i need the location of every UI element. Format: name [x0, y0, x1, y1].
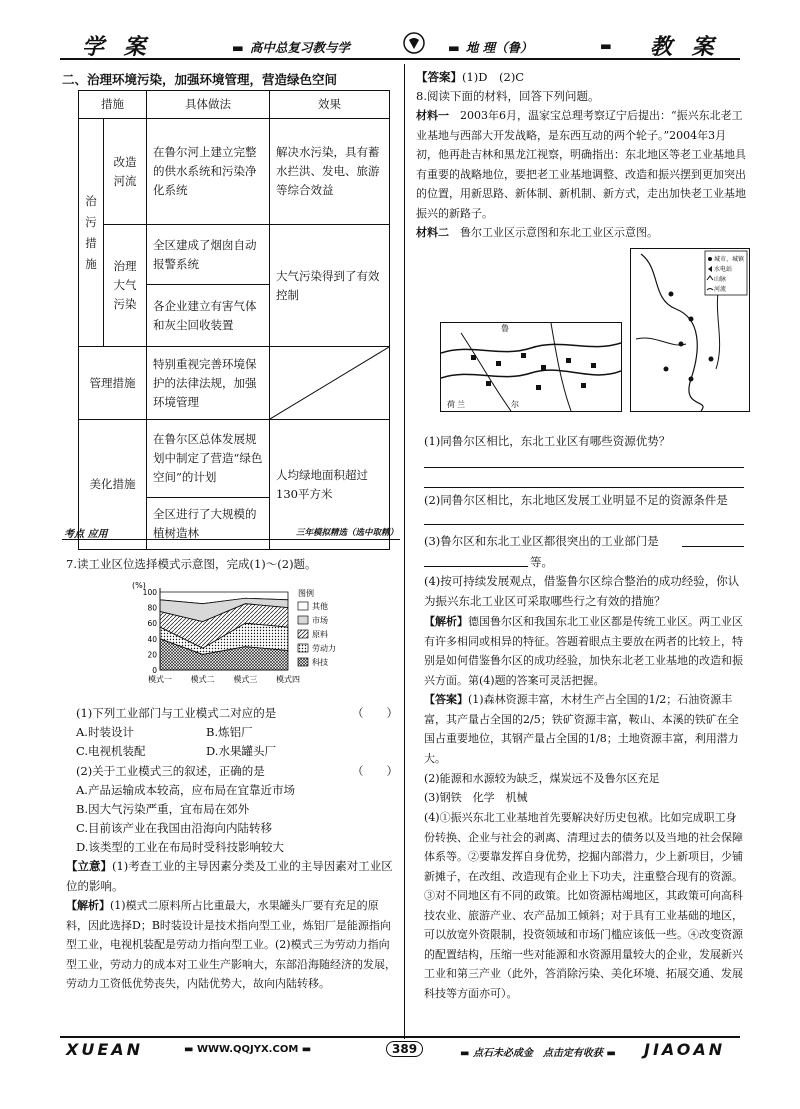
map-legend-item: 城市、城镇 [714, 256, 745, 263]
prev-answer-text: (1)D (2)C [462, 70, 525, 84]
q7-q1-opt-a: A.时装设计 [76, 725, 134, 739]
footer-url-text: WWW.QQJYX.COM [196, 1044, 299, 1055]
q8-q3 [424, 532, 659, 552]
sub-measure-text: 改造河流 [113, 154, 137, 188]
map-label: 尔 [511, 400, 519, 409]
footer-brand-left: XUEAN [66, 1040, 144, 1059]
answer-line [424, 487, 744, 488]
header-dash-icon: ▬ [600, 38, 612, 53]
effect-cell: 解决水污染，具有蓄水拦洪、发电、旅游等综合效益 [270, 119, 390, 225]
sub-measure [104, 119, 147, 225]
q8-answer-2: (2)能源和水源较为缺乏，煤炭远不及鲁尔区充足 [424, 772, 660, 785]
legend-label: 科技 [312, 658, 328, 667]
practice-cell: 在鲁尔区总体发展规划中制定了营造“绿色空间”的计划 [147, 420, 270, 498]
q7-q1-opt-d: D.水果罐头厂 [206, 744, 276, 758]
prev-answer-label: 【答案】 [416, 70, 462, 84]
table-header-cell: 具体做法 [147, 91, 270, 119]
material-1-label: 材料一 [416, 109, 449, 122]
practice-cell: 特别重视完善环境保护的法律法规，加强环境管理 [147, 347, 270, 420]
q8-answer-4: (4)①振兴东北工业基地首先要解决好历史包袱。比如完成职工身份转换、企业与社会的剥离、清理过去的债务以及当地的社会保障体系等。②要靠发挥自身优势，挖掘内部潜力，少上新项目，少铺新摊子，在改组、改造现有企业上下功夫，注重整合现有的资源。③对不同地区有不同的政策。比如资源枯竭地区，其政策可向高科技农业、旅游产业、农产品加工倾斜；对于具有工业基础的地区，可以放宽外资限制，投资领域和市场门槛应该低一些。④改变资源的配置结构，压缩一些对能源和水资源用量较大的企业，发展新兴工业和第三产业（此外，答消除污染、美化环境、拓展交通、发展科技等方面亦可）。 [424, 811, 743, 1000]
effect-cell-empty [270, 347, 390, 420]
legend-swatch [298, 658, 308, 666]
effect-cell: 大气污染得到了有效控制 [270, 225, 390, 347]
x-tick-label: 模式四 [276, 675, 300, 684]
footer-slogan-text: 点石未必成金 点击定有收获 [472, 1048, 603, 1059]
sub-measure [104, 225, 147, 347]
q8-answer-label: 【答案】 [424, 693, 468, 706]
q8-q3-end: 等。 [530, 555, 553, 569]
legend-label: 市场 [312, 616, 328, 625]
sub-measure: 美化措施 [79, 420, 147, 550]
x-tick-label: 模式三 [233, 675, 258, 684]
header-brand-right: 教 案 [650, 35, 720, 60]
q8-q2: (2)同鲁尔区相比，东北地区发展工业明显不足的资源条件是 [424, 493, 728, 507]
y-tick-label: 100 [142, 588, 157, 597]
y-tick-label: 80 [147, 603, 157, 613]
q8-q3-text: (3)鲁尔区和东北工业区都很突出的工业部门是 [424, 534, 659, 548]
answer-line [424, 524, 744, 525]
q7-q2-text: (2)关于工业模式三的叙述，正确的是 [76, 764, 265, 778]
answer-line [424, 467, 744, 468]
kaodian-divider [62, 525, 400, 540]
q8-jiexi-label: 【解析】 [424, 615, 468, 628]
material-2-label: 材料二 [416, 226, 449, 239]
sub-measure: 管理措施 [79, 347, 147, 420]
q8-answer [424, 690, 746, 768]
y-tick-label: 40 [147, 634, 157, 644]
q8-q4: (4)按可持续发展观点，借鉴鲁尔区综合整治的成功经验，你认为振兴东北工业区可采取哪些行之有效的措施？ [424, 574, 740, 608]
q7-stem: 7.读工业区位选择模式示意图，完成(1)～(2)题。 [66, 557, 317, 571]
legend-label: 劳动力 [312, 644, 336, 653]
q7-q2-paren: （ ） [352, 764, 398, 778]
map-label: 鲁 [501, 324, 509, 333]
footer-url: ▬ WWW.QQJYX.COM ▬ [184, 1044, 312, 1055]
column-divider [404, 64, 405, 1039]
practice-cell: 在鲁尔河上建立完整的供水系统和污染净化系统 [147, 119, 270, 225]
section-title: 二、治理环境污染，加强环境管理，营造绿色空间 [62, 72, 338, 87]
q7-q2 [76, 762, 402, 782]
q8-answer-1: (1)森林资源丰富，木材生产占全国的1/2；石油资源丰富，其产量占全国的2/5；铁矿资源丰富，鞍山、本溪的铁矿在全国占重要地位，其钢产量占全国的1/8；土地资源丰富，利用潜力大。 [424, 693, 739, 765]
jiexi-text: (1)模式二原料所占比重最大，水果罐头厂要有充足的原料，因此选择D；B时装设计是技术指向型工业，炼铝厂是能源指向型工业，电视机装配是劳动力指向型工业。(2)模式三为劳动力指向型工业，劳动力的成本对工业生产影响大，东部沿海随经济的发展，劳动力工资低优势丧失，内陆优势大，故向内陆转移。 [66, 899, 396, 990]
map-legend-item: 山脉 [714, 276, 727, 283]
q8-answer-3: (3)钢铁 化学 机械 [424, 791, 528, 804]
lizhi-label: 【立意】 [66, 859, 112, 873]
q7-q1-text: (1)下列工业部门与工业模式二对应的是 [76, 706, 277, 720]
q7-q2-opt-a: A.产品运输成本较高，应布局在宜靠近市场 [76, 783, 295, 797]
northeast-map [630, 248, 750, 412]
measures-table [78, 90, 390, 550]
q8-stem: 8.阅读下面的材料，回答下列问题。 [416, 89, 600, 103]
q7-q2-opt-d: D.该类型的工业在布局时受科技影响较大 [76, 840, 284, 854]
material-1 [416, 106, 746, 223]
q7-jiexi [66, 896, 400, 994]
sub-measure-text: 治理大气污染 [113, 259, 137, 311]
chart-y-unit: (%) [132, 581, 146, 590]
legend-label: 原料 [312, 630, 328, 639]
map-label: 兰 [457, 400, 465, 409]
q7-lizhi [66, 857, 400, 896]
page-number: 389 [386, 1041, 423, 1057]
x-tick-label: 模式二 [190, 675, 215, 684]
legend-swatch [298, 602, 308, 610]
kaodian-label: 考点 应用 [64, 529, 108, 540]
q7-q1-opt-b: B.炼铝厂 [206, 725, 253, 739]
footer-brand-right: JIAOAN [644, 1040, 726, 1059]
ruhr-map [440, 322, 622, 412]
y-tick-label: 20 [147, 650, 157, 660]
group-label [79, 119, 104, 347]
material-1-text: 2003年6月，温家宝总理考察辽宁后提出：“振兴东北老工业基地与西部大开发战略，是东西互动的两个轮子。”2004年3月初，他再赴吉林和黑龙江视察，明确指出：东北地区等老工业基地具有重要的战略地位，要把老工业基地调整、改造和振兴摆到更加突出的位置，用新思路、新体制、新机制、新方式，走出加快老工业基地振兴的新路子。 [416, 109, 746, 220]
q8-jiexi [424, 612, 746, 690]
q8-q1: (1)同鲁尔区相比，东北工业区有哪些资源优势？ [424, 434, 671, 448]
logo-icon [403, 32, 425, 54]
q7-q1-paren: （ ） [352, 706, 398, 720]
group-label-text: 治污措施 [85, 193, 97, 271]
header-subtitle: 高中总复习教与学 [249, 40, 350, 55]
legend-swatch [298, 630, 308, 638]
answer-line [682, 546, 744, 547]
practice-cell: 全区建成了烟囱自动报警系统 [147, 225, 270, 285]
map-legend-item: 河流 [714, 286, 727, 293]
table-header-cell: 措施 [79, 91, 147, 119]
effect-cell: 人均绿地面积超过130平方米 [270, 420, 390, 550]
table-header-cell: 效果 [270, 91, 390, 119]
q8-jiexi-text: 德国鲁尔区和我国东北工业区都是传统工业区。两工业区有许多相同或相异的特征。答题着眼点主要放在两者的比较上，特别是如何借鉴鲁尔区的成功经验，加快东北老工业基地的改造和振兴方面。第(4)题的答案可灵活把握。 [424, 615, 743, 687]
header-title-right: ▬ 地 理（鲁） [448, 40, 533, 55]
chart-svg [130, 578, 350, 690]
practice-cell: 各企业建立有害气体和灰尘回收装置 [147, 285, 270, 347]
legend-swatch [298, 644, 308, 652]
footer-rule [60, 1036, 740, 1038]
lizhi-text: (1)考查工业的主导因素分类及工业的主导因素对工业区位的影响。 [66, 859, 393, 893]
header-brand-left: 学 案 [82, 35, 152, 60]
legend-swatch [298, 616, 308, 624]
y-tick-label: 60 [147, 619, 157, 629]
footer-slogan: ▬ 点石未必成金 点击定有收获 ▬ [460, 1048, 616, 1059]
map-label: 荷 [447, 400, 455, 409]
jiexi-label: 【解析】 [66, 899, 110, 912]
q7-q1-opt-c: C.电视机装配 [76, 744, 146, 758]
header-subject: 地 理（鲁） [465, 40, 533, 55]
q7-q1 [76, 704, 402, 724]
q7-q2-opt-c: C.目前该产业在我国由沿海向内陆转移 [76, 821, 273, 835]
legend-label: 其他 [312, 602, 328, 611]
material-2 [416, 223, 746, 243]
industry-mode-chart [130, 578, 350, 690]
material-2-text: 鲁尔工业区示意图和东北工业区示意图。 [449, 226, 658, 239]
legend-title: 图例 [298, 589, 314, 598]
practice-cell: 全区进行了大规模的植树造林 [147, 498, 270, 550]
y-tick-label: 0 [152, 666, 157, 675]
header-rule [60, 58, 740, 60]
kaodian-right-label: 三年模拟精选（选中取精） [295, 528, 398, 538]
answer-line [424, 566, 528, 567]
q7-q2-opt-b: B.因大气污染严重，宜布局在郊外 [76, 802, 250, 816]
x-tick-label: 模式一 [148, 675, 172, 684]
header-title-left: ▬ 高中总复习教与学 [232, 40, 350, 55]
map-legend-item: 水电站 [714, 266, 733, 273]
prev-answer [416, 68, 524, 88]
